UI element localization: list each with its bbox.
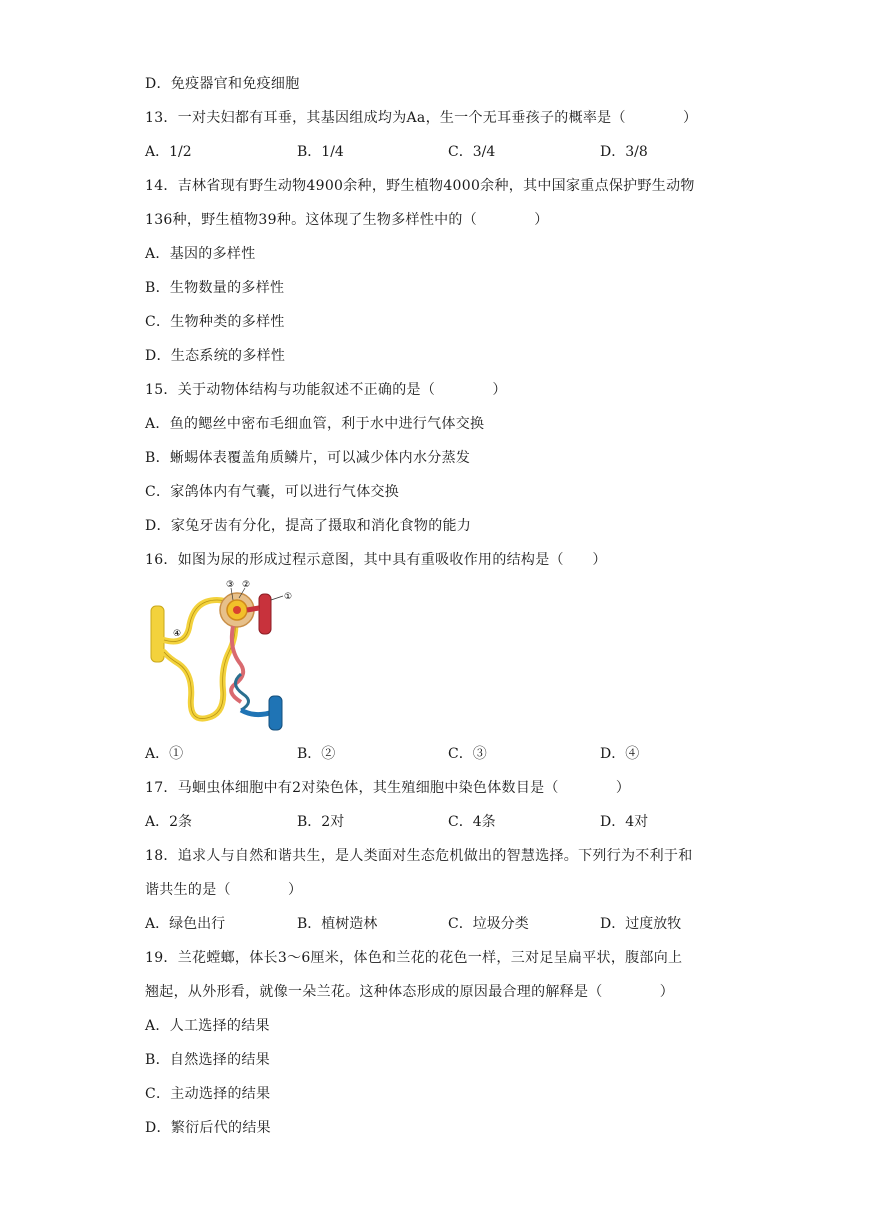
q14-option-c: C．生物种类的多样性	[145, 314, 285, 330]
q13-option-a: A．1/2	[145, 144, 192, 160]
question-19-line2: 翘起，从外形看，就像一朵兰花。这种体态形成的原因最合理的解释是（ ）	[145, 984, 675, 1000]
question-14-line2: 136种，野生植物39种。这体现了生物多样性中的（ ）	[145, 212, 549, 228]
question-16: 16．如图为尿的形成过程示意图，其中具有重吸收作用的结构是（ ）	[145, 552, 607, 568]
renal-artery	[259, 594, 271, 634]
afferent-arteriole	[247, 608, 259, 610]
q19-option-b: B．自然选择的结果	[145, 1052, 270, 1068]
q18-option-b: B．植树造林	[297, 916, 378, 932]
q17-option-a: A．2条	[145, 814, 193, 830]
question-13: 13．一对夫妇都有耳垂，其基因组成均为Aa，生一个无耳垂孩子的概率是（ ）	[145, 110, 698, 126]
q15-option-c: C．家鸽体内有气囊，可以进行气体交换	[145, 484, 400, 500]
q12-option-d: D．免疫器官和免疫细胞	[145, 76, 300, 92]
venule	[241, 710, 273, 715]
q13-option-b: B．1/4	[297, 144, 344, 160]
q14-option-d: D．生态系统的多样性	[145, 348, 286, 364]
q16-option-b: B．②	[297, 746, 336, 762]
q15-option-a: A．鱼的鳃丝中密布毛细血管，利于水中进行气体交换	[145, 416, 485, 432]
q17-option-c: C．4条	[448, 814, 496, 830]
q19-option-a: A．人工选择的结果	[145, 1018, 270, 1034]
q19-option-d: D．繁衍后代的结果	[145, 1120, 271, 1136]
q16-option-a: A．①	[145, 746, 184, 762]
q18-option-a: A．绿色出行	[145, 916, 226, 932]
renal-vein	[269, 696, 282, 730]
q13-options	[145, 142, 745, 162]
q14-option-a: A．基因的多样性	[145, 246, 256, 262]
question-18-line2: 谐共生的是（ ）	[145, 882, 303, 898]
q16-options	[145, 744, 745, 764]
question-14-line1: 14．吉林省现有野生动物4900余种，野生植物4000余种，其中国家重点保护野生动物	[145, 178, 695, 194]
q18-options	[145, 914, 745, 934]
q13-option-d: D．3/8	[600, 144, 648, 160]
q16-option-d: D．④	[600, 746, 640, 762]
q18-option-c: C．垃圾分类	[448, 916, 529, 932]
q13-option-c: C．3/4	[448, 144, 496, 160]
q17-option-b: B．2对	[297, 814, 345, 830]
label-3: ③	[226, 580, 235, 590]
q18-option-d: D．过度放牧	[600, 916, 682, 932]
q17-options	[145, 812, 745, 832]
q16-option-c: C．③	[448, 746, 487, 762]
label-2: ②	[242, 580, 251, 590]
nephron-diagram	[145, 578, 305, 736]
q19-option-c: C．主动选择的结果	[145, 1086, 271, 1102]
question-15: 15．关于动物体结构与功能叙述不正确的是（ ）	[145, 382, 507, 398]
nephron-illustration	[145, 578, 305, 736]
q17-option-d: D．4对	[600, 814, 649, 830]
label-4: ④	[173, 629, 182, 639]
question-17: 17．马蛔虫体细胞中有2对染色体，其生殖细胞中染色体数目是（ ）	[145, 780, 631, 796]
q15-option-d: D．家兔牙齿有分化，提高了摄取和消化食物的能力	[145, 518, 472, 534]
glomerulus-core	[233, 606, 241, 614]
label-1: ①	[284, 592, 293, 602]
q14-option-b: B．生物数量的多样性	[145, 280, 285, 296]
question-18-line1: 18．追求人与自然和谐共生，是人类面对生态危机做出的智慧选择。下列行为不利于和	[145, 848, 693, 864]
question-19-line1: 19．兰花螳螂，体长3～6厘米，体色和兰花的花色一样，三对足呈扁平状，腹部向上	[145, 950, 683, 966]
q15-option-b: B．蜥蜴体表覆盖角质鳞片，可以减少体内水分蒸发	[145, 450, 471, 466]
